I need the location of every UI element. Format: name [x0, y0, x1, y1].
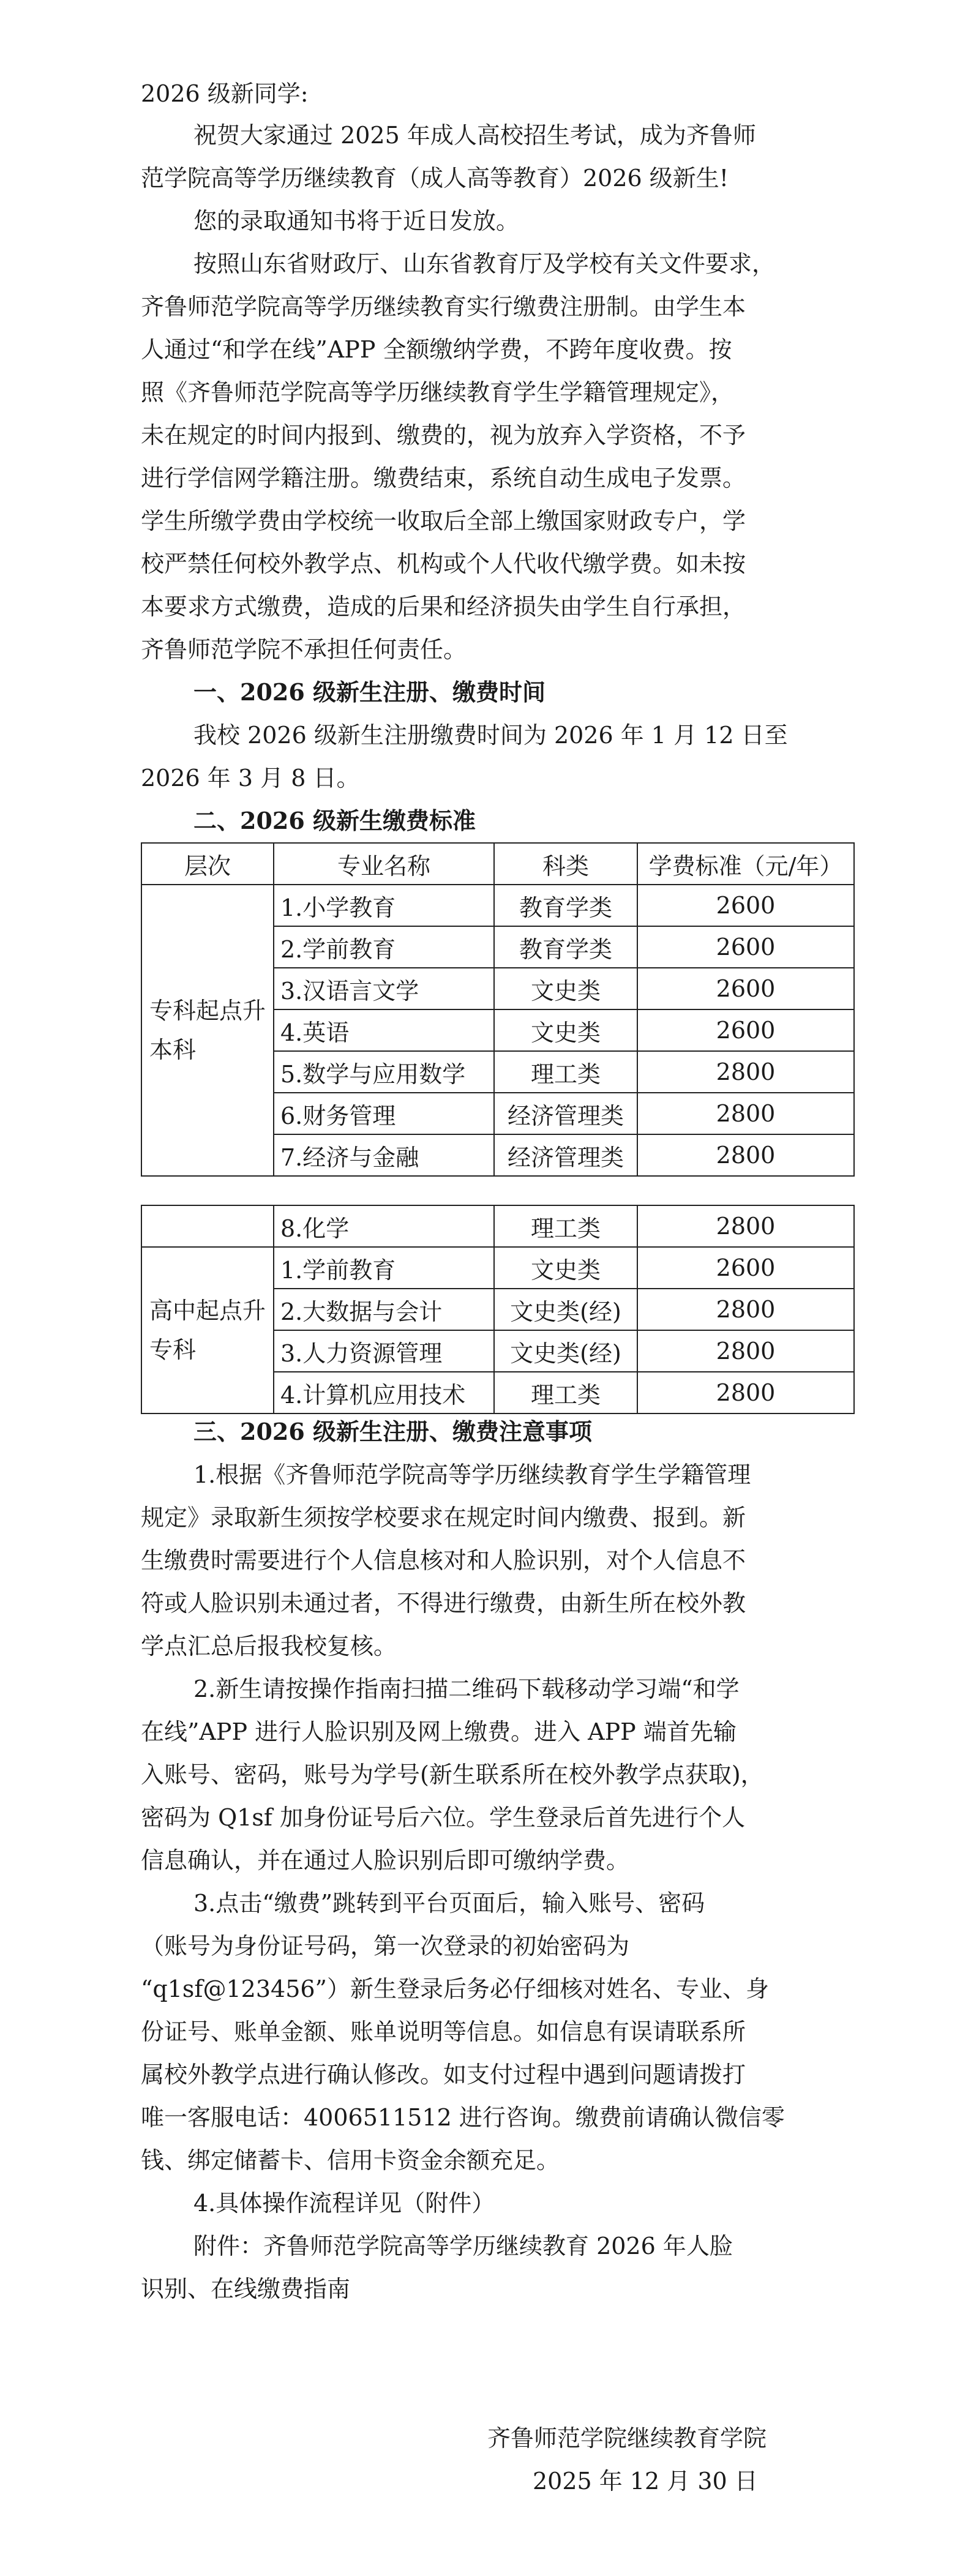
major-cell: 4.计算机应用技术 — [274, 1372, 494, 1413]
section3-line: 1.根据《齐鲁师范学院高等学历继续教育学生学籍管理 — [193, 1461, 751, 1488]
section2-heading: 二、2026 级新生缴费标准 — [193, 807, 476, 834]
fee-cell: 2600 — [637, 885, 854, 926]
header-cell: 科类 — [494, 843, 637, 885]
section3-line: 符或人脸识别未通过者，不得进行缴费，由新生所在校外教 — [141, 1590, 746, 1617]
category-cell: 文史类 — [494, 1247, 637, 1289]
fee-cell: 2800 — [637, 1093, 854, 1134]
intro-line: 您的录取通知书将于近日发放。 — [193, 208, 520, 234]
fee-cell: 2800 — [637, 1205, 854, 1247]
major-cell: 4.英语 — [274, 1009, 494, 1051]
section3-heading: 三、2026 级新生注册、缴费注意事项 — [193, 1418, 592, 1445]
fee-table-junior-college — [141, 1205, 855, 1414]
major-cell: 1.学前教育 — [274, 1247, 494, 1289]
fee-cell: 2600 — [637, 968, 854, 1009]
section1-line: 2026 年 3 月 8 日。 — [141, 765, 360, 792]
header-cell: 学费标准（元/年） — [637, 843, 854, 885]
category-cell: 教育学类 — [494, 926, 637, 968]
section3-line: 规定》录取新生须按学校要求在规定时间内缴费、报到。新 — [141, 1504, 746, 1531]
section3-line: 钱、绑定储蓄卡、信用卡资金余额充足。 — [141, 2147, 560, 2174]
category-cell: 文史类(经) — [494, 1330, 637, 1372]
intro-line: 校严禁任何校外教学点、机构或个人代收代缴学费。如未按 — [141, 550, 746, 577]
major-cell: 2.大数据与会计 — [274, 1289, 494, 1330]
level-cell: 专科起点升本科 — [141, 885, 274, 1176]
category-cell: 文史类 — [494, 1009, 637, 1051]
intro-line: 本要求方式缴费，造成的后果和经济损失由学生自行承担， — [141, 593, 746, 620]
fee-cell: 2800 — [637, 1372, 854, 1413]
intro-line: 祝贺大家通过 2025 年成人高校招生考试，成为齐鲁师 — [193, 122, 756, 149]
fee-cell: 2800 — [637, 1330, 854, 1372]
attachment-line: 附件：齐鲁师范学院高等学历继续教育 2026 年人脸 — [193, 2233, 733, 2260]
category-cell: 经济管理类 — [494, 1093, 637, 1134]
fee-cell: 2800 — [637, 1134, 854, 1176]
category-cell: 理工类 — [494, 1205, 637, 1247]
intro-line: 齐鲁师范学院不承担任何责任。 — [141, 636, 467, 663]
intro-line: 齐鲁师范学院高等学历继续教育实行缴费注册制。由学生本 — [141, 293, 746, 320]
intro-line: 未在规定的时间内报到、缴费的，视为放弃入学资格，不予 — [141, 422, 746, 449]
signature-org: 齐鲁师范学院继续教育学院 — [487, 2425, 767, 2452]
section3-line: 属校外教学点进行确认修改。如支付过程中遇到问题请拨打 — [141, 2061, 746, 2088]
section1-line: 我校 2026 级新生注册缴费时间为 2026 年 1 月 12 日至 — [193, 722, 788, 749]
category-cell: 文史类 — [494, 968, 637, 1009]
category-cell: 教育学类 — [494, 885, 637, 926]
fee-cell: 2600 — [637, 1009, 854, 1051]
header-cell: 层次 — [141, 843, 274, 885]
attachment-line: 识别、在线缴费指南 — [141, 2275, 351, 2302]
section3-line: 4.具体操作流程详见（附件） — [193, 2190, 495, 2217]
table-row — [141, 1205, 854, 1247]
category-cell: 理工类 — [494, 1372, 637, 1413]
level-cell: 高中起点升专科 — [141, 1247, 274, 1413]
section1-heading: 一、2026 级新生注册、缴费时间 — [193, 678, 545, 706]
section3-line: 份证号、账单金额、账单说明等信息。如信息有误请联系所 — [141, 2018, 746, 2045]
section3-line: 3.点击“缴费”跳转到平台页面后，输入账号、密码 — [193, 1890, 705, 1917]
intro-line: 进行学信网学籍注册。缴费结束，系统自动生成电子发票。 — [141, 465, 746, 492]
section3-line: （账号为身份证号码，第一次登录的初始密码为 — [141, 1933, 630, 1960]
fee-cell: 2600 — [637, 1247, 854, 1289]
intro-line: 学生所缴学费由学校统一收取后全部上缴国家财政专户，学 — [141, 507, 746, 534]
table-row — [141, 1247, 854, 1289]
major-cell: 1.小学教育 — [274, 885, 494, 926]
table-header-row — [141, 843, 854, 885]
category-cell: 经济管理类 — [494, 1134, 637, 1176]
category-cell: 文史类(经) — [494, 1289, 637, 1330]
major-cell: 8.化学 — [274, 1205, 494, 1247]
fee-cell: 2800 — [637, 1289, 854, 1330]
intro-line: 按照山东省财政厅、山东省教育厅及学校有关文件要求， — [193, 250, 776, 277]
section3-line: 信息确认，并在通过人脸识别后即可缴纳学费。 — [141, 1847, 630, 1874]
intro-line: 照《齐鲁师范学院高等学历继续教育学生学籍管理规定》， — [141, 379, 735, 406]
section3-line: 唯一客服电话：4006511512 进行咨询。缴费前请确认微信零 — [141, 2104, 785, 2131]
table-row — [141, 885, 854, 926]
level-cell-empty — [141, 1205, 274, 1247]
major-cell: 2.学前教育 — [274, 926, 494, 968]
header-cell: 专业名称 — [274, 843, 494, 885]
major-cell: 3.人力资源管理 — [274, 1330, 494, 1372]
greeting: 2026 级新同学: — [141, 80, 309, 107]
section3-line: 密码为 Q1sf 加身份证号后六位。学生登录后首先进行个人 — [141, 1804, 746, 1831]
section3-line: “q1sf@123456”）新生登录后务必仔细核对姓名、专业、身 — [141, 1975, 769, 2002]
major-cell: 5.数学与应用数学 — [274, 1051, 494, 1093]
section3-line: 学点汇总后报我校复核。 — [141, 1633, 397, 1660]
intro-line: 人通过“和学在线”APP 全额缴纳学费，不跨年度收费。按 — [141, 336, 732, 363]
section3-line: 生缴费时需要进行个人信息核对和人脸识别，对个人信息不 — [141, 1547, 746, 1574]
fee-cell: 2600 — [637, 926, 854, 968]
category-cell: 理工类 — [494, 1051, 637, 1093]
signature-date: 2025 年 12 月 30 日 — [533, 2468, 758, 2495]
major-cell: 3.汉语言文学 — [274, 968, 494, 1009]
intro-line: 范学院高等学历继续教育（成人高等教育）2026 级新生! — [141, 165, 729, 192]
major-cell: 7.经济与金融 — [274, 1134, 494, 1176]
fee-cell: 2800 — [637, 1051, 854, 1093]
section3-line: 在线”APP 进行人脸识别及网上缴费。进入 APP 端首先输 — [141, 1718, 737, 1745]
section3-line: 2.新生请按操作指南扫描二维码下载移动学习端“和学 — [193, 1676, 740, 1702]
section3-line: 入账号、密码，账号为学号(新生联系所在校外教学点获取)， — [141, 1761, 764, 1788]
major-cell: 6.财务管理 — [274, 1093, 494, 1134]
fee-table-undergrad — [141, 842, 855, 1177]
